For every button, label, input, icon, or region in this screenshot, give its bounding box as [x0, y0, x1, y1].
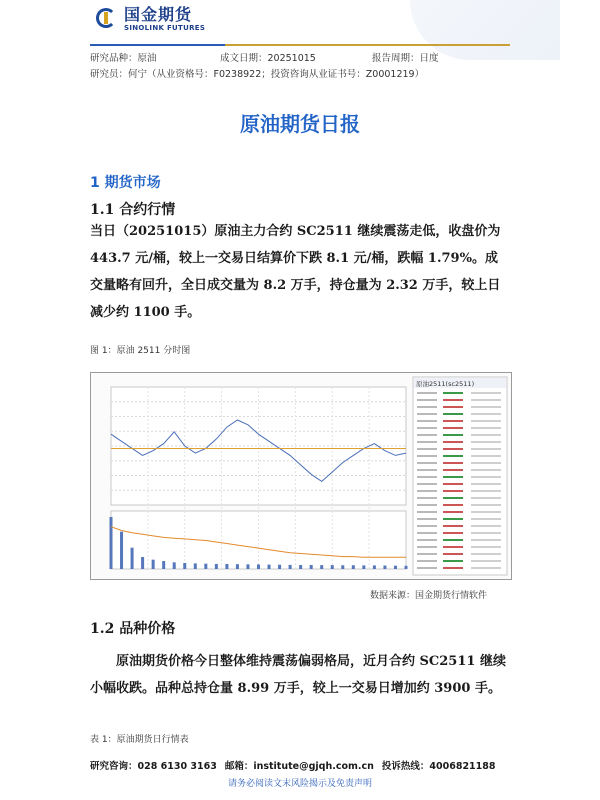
logo-name-cn: 国金期货: [124, 5, 193, 24]
subsection-contract-quotes: 1.1 合约行情: [90, 202, 176, 218]
figure-source: 数据来源：国金期货行情软件: [370, 591, 488, 601]
paragraph-variety-price: 原油期货价格今日整体维持震荡偏弱格局，近月合约 SC2511 继续小幅收跌。品种总持仓量 8.99 万手，较上一交易日增加约 3900 手。: [90, 654, 506, 696]
intraday-chart: [90, 372, 512, 580]
footer-disclaimer: 请务必阅读文末风险揭示及免责声明: [227, 779, 372, 789]
header-rule-blue: [90, 44, 225, 46]
footer-hotline: 投诉热线：4006821188: [381, 761, 496, 772]
volume-bar: [362, 565, 365, 569]
volume-bar: [173, 562, 176, 569]
volume-bar: [131, 548, 134, 569]
table-caption: 表 1：原油期货日行情表: [90, 735, 189, 745]
volume-bar: [383, 566, 386, 569]
logo-name-en: SINOLINK FUTURES: [124, 24, 206, 32]
logo-icon: [96, 8, 118, 30]
volume-bar: [183, 563, 186, 569]
volume-bar: [162, 561, 165, 569]
chart-title: 原油2511(sc2511): [416, 380, 475, 388]
footer-contact: [90, 758, 510, 772]
intraday-chart-svg: [91, 373, 511, 579]
volume-bar: [246, 564, 249, 569]
volume-bar: [204, 564, 207, 569]
figure-caption: 图 1：原油 2511 分时图: [90, 346, 191, 356]
subsection-variety-price: 1.2 品种价格: [90, 621, 176, 637]
volume-bar: [215, 564, 218, 569]
report-title: 原油期货日报: [240, 112, 360, 136]
volume-bar: [278, 565, 281, 569]
volume-bar: [341, 565, 344, 569]
meta-date: 成文日期：20251015: [220, 53, 316, 64]
volume-bar: [194, 563, 197, 569]
header-rule-gold: [225, 44, 510, 46]
volume-bar: [110, 517, 113, 569]
volume-bar: [331, 565, 334, 569]
volume-bar: [225, 564, 228, 569]
meta-variety: 研究品种：原油: [90, 53, 157, 64]
company-logo: [96, 6, 205, 32]
volume-bar: [141, 557, 144, 569]
volume-bar: [299, 565, 302, 569]
volume-bar: [289, 565, 292, 569]
volume-bar: [352, 565, 355, 569]
volume-bar: [394, 566, 397, 569]
report-meta: [90, 50, 510, 64]
footer-email: 邮箱：institute@gjqh.com.cn: [224, 761, 374, 772]
volume-bar: [257, 564, 260, 569]
meta-period: 报告周期：日度: [372, 53, 439, 64]
volume-bar: [405, 566, 408, 569]
volume-bar: [152, 560, 155, 569]
volume-bar: [320, 565, 323, 569]
volume-bar: [373, 565, 376, 569]
volume-bar: [120, 532, 123, 569]
volume-bar: [310, 565, 313, 569]
paragraph-contract-quotes: 当日（20251015）原油主力合约 SC2511 继续震荡走低，收盘价为 443.7 元/桶，较上一交易日结算价下跌 8.1 元/桶，跌幅 1.79%。成交量略有回升，全日成交量为 8.2 万手，持仓量为 2.32 万手，较上日减少约 1100 手。: [90, 224, 501, 320]
section-heading-futures-market: 1 期货市场: [90, 175, 161, 191]
volume-bar: [236, 564, 239, 569]
volume-bar: [268, 565, 271, 569]
meta-researcher: 研究员：何宁（从业资格号：F0238922；投资咨询从业证书号：Z0001219）: [90, 69, 425, 80]
footer-consult: 研究咨询：028 6130 3163: [90, 761, 217, 772]
